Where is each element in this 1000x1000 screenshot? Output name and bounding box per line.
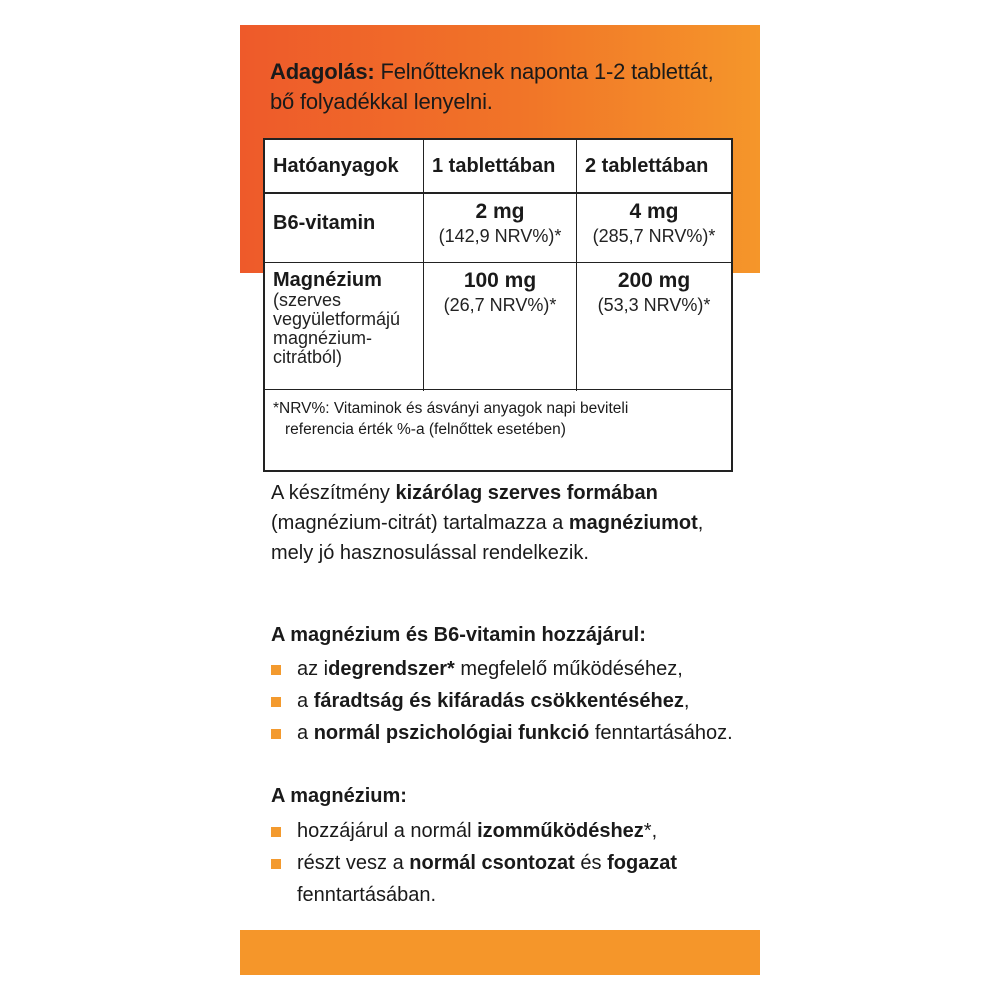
amount-value: 4 mg xyxy=(629,200,679,223)
square-bullet-icon xyxy=(271,827,281,837)
bold-segment: normál pszichológiai funkció xyxy=(313,722,590,744)
text-segment: , mely jó hasznosulással rendelkezik. xyxy=(271,512,704,564)
text-segment: hozzájárul a normál xyxy=(297,820,478,842)
ingredient-note-line: magnézium- xyxy=(273,328,373,348)
text-segment: az i xyxy=(297,658,329,680)
cell-mg-one xyxy=(424,263,577,392)
text-segment: részt vesz a xyxy=(297,852,410,874)
dosage-instruction: Felnőtteknek naponta 1-2 tablettát, bő folyadékkal lenyelni. xyxy=(270,59,714,114)
list-item xyxy=(271,685,751,717)
bold-segment: fáradtság és kifáradás csökkentéséhez xyxy=(313,690,684,712)
bold-segment: normál csontozat xyxy=(409,852,575,874)
description-paragraph xyxy=(271,478,751,568)
list-item xyxy=(271,847,751,911)
text-segment: a xyxy=(297,722,314,744)
text-segment: fenntartásában. xyxy=(297,884,436,906)
ingredient-name: B6-vitamin xyxy=(273,212,376,234)
magnesium-list xyxy=(271,815,751,911)
text-segment: A készítmény xyxy=(271,482,396,504)
bold-segment: izomműködéshez xyxy=(477,820,644,842)
section-heading: A magnézium: xyxy=(271,785,407,807)
square-bullet-icon xyxy=(271,859,281,869)
table-row xyxy=(265,263,731,392)
list-item xyxy=(271,653,751,685)
text-segment: fenntartásához. xyxy=(589,722,733,744)
nrv-value: (142,9 NRV%)* xyxy=(438,226,562,246)
nrv-value: (53,3 NRV%)* xyxy=(597,295,711,315)
amount-value: 200 mg xyxy=(617,269,691,292)
text-segment: megfelelő működéséhez, xyxy=(454,658,683,680)
dosage-label: Adagolás: xyxy=(270,59,375,84)
header-one-tablet: 1 tablettában xyxy=(424,140,577,193)
footnote-row xyxy=(265,389,731,471)
benefits-list xyxy=(271,653,751,749)
list-item xyxy=(271,717,751,749)
cell-mg-name xyxy=(265,263,424,392)
nrv-value: (26,7 NRV%)* xyxy=(443,295,557,315)
ingredients-table xyxy=(265,140,731,391)
header-two-tablets: 2 tablettában xyxy=(577,140,732,193)
text-segment: , xyxy=(683,690,690,712)
text-segment: (magnézium-citrát) tartalmazza a xyxy=(271,512,569,534)
bold-segment: fogazat xyxy=(607,852,678,874)
bold-segment: degrendszer* xyxy=(328,658,455,680)
orange-footer-band xyxy=(240,930,760,975)
nutrition-table xyxy=(263,138,733,472)
dosage-text xyxy=(270,57,740,117)
nrv-footnote xyxy=(273,398,723,440)
table-header-row xyxy=(265,140,731,193)
bold-segment: kizárólag szerves formában xyxy=(395,482,658,504)
square-bullet-icon xyxy=(271,729,281,739)
text-segment: és xyxy=(574,852,608,874)
footnote-line: referencia érték %-a (felnőttek esetében) xyxy=(285,421,566,438)
table-row xyxy=(265,193,731,263)
square-bullet-icon xyxy=(271,665,281,675)
footnote-line: *NRV%: Vitaminok és ásványi anyagok napi beviteli xyxy=(273,400,629,417)
header-ingredients: Hatóanyagok xyxy=(265,140,424,193)
ingredient-note-line: (szerves xyxy=(273,290,342,310)
ingredient-note-line: vegyületformájú xyxy=(273,309,401,329)
list-item xyxy=(271,815,751,847)
ingredient-note-line: citrátból) xyxy=(273,347,343,367)
text-segment: *, xyxy=(643,820,658,842)
nrv-value: (285,7 NRV%)* xyxy=(592,226,716,246)
cell-b6-name xyxy=(265,193,424,263)
bold-segment: magnéziumot xyxy=(568,512,698,534)
amount-value: 100 mg xyxy=(463,269,537,292)
package-panel xyxy=(240,25,760,975)
cell-mg-two xyxy=(577,263,732,392)
text-segment: a xyxy=(297,690,314,712)
amount-value: 2 mg xyxy=(475,200,525,223)
ingredient-name: Magnézium xyxy=(273,269,382,291)
cell-b6-one xyxy=(424,193,577,263)
cell-b6-two xyxy=(577,193,732,263)
section-heading: A magnézium és B6-vitamin hozzájárul: xyxy=(271,624,646,646)
square-bullet-icon xyxy=(271,697,281,707)
